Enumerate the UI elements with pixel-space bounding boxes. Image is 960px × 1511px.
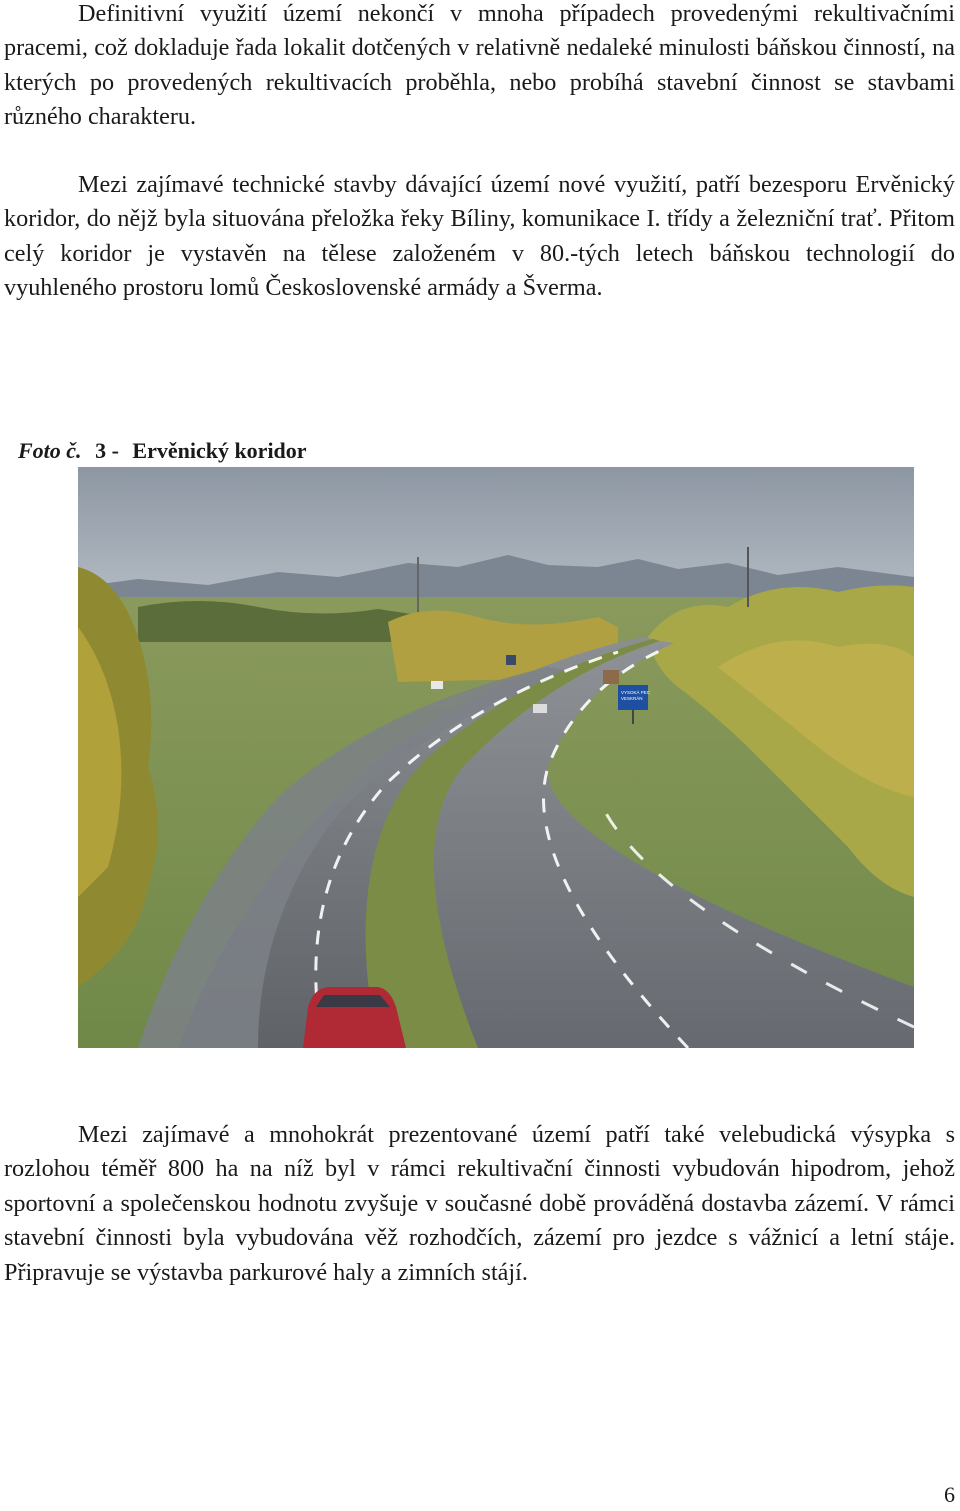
car: [533, 704, 547, 713]
paragraph-velebudice-dump: Mezi zajímavé a mnohokrát prezentované území patří také velebudická výsypka s rozlohou téměř 800 ha na níž byl v rámci rekultivační činnosti vybudován hipodrom, jehož sportovní a společenskou hodnotu zvyšuje v současné době prováděná dostavba zázemí. V rámci stavební činnosti byla vybudována věž rozhodčích, zázemí pro jezdce s vážnicí a letní stáje. Připravuje se výstavba parkurové haly a zimních stájí.: [4, 1121, 955, 1286]
figure-title: Ervěnický koridor: [132, 438, 307, 463]
direction-sign-text-1: VYSOKÁ PEC: [621, 690, 651, 695]
direction-sign-text-2: VESKRÁN: [621, 696, 643, 701]
car: [431, 681, 443, 689]
page-number: 6: [944, 1482, 955, 1507]
figure-label: Foto č.: [18, 438, 82, 463]
corridor-photo: [78, 467, 914, 1048]
truck: [506, 655, 516, 665]
paragraph-ervenice-corridor: Mezi zajímavé technické stavby dávající území nové využití, patří bezesporu Ervěnický koridor, do nějž byla situována přeložka řeky Bíliny, komunikace I. třídy a železniční trať. Přitom celý koridor je vystavěn na tělese založeném v 80.-tých letech báňskou technologií do vyuhleného prostoru lomů Československé armády a Šverma.: [4, 171, 955, 302]
truck: [603, 670, 619, 684]
figure-number: 3 -: [95, 438, 119, 463]
paragraph-reclamation-usage: Definitivní využití území nekončí v mnoha případech provedenými rekultivačními pracemi, což dokladuje řada lokalit dotčených v relativně nedaleké minulosti báňskou činností, na kterých po provedených rekultivacích proběhla, nebo probíhá stavební činnost se stavbami různého charakteru.: [4, 0, 955, 131]
figure-caption: [18, 438, 307, 464]
sign-post: [632, 710, 634, 724]
